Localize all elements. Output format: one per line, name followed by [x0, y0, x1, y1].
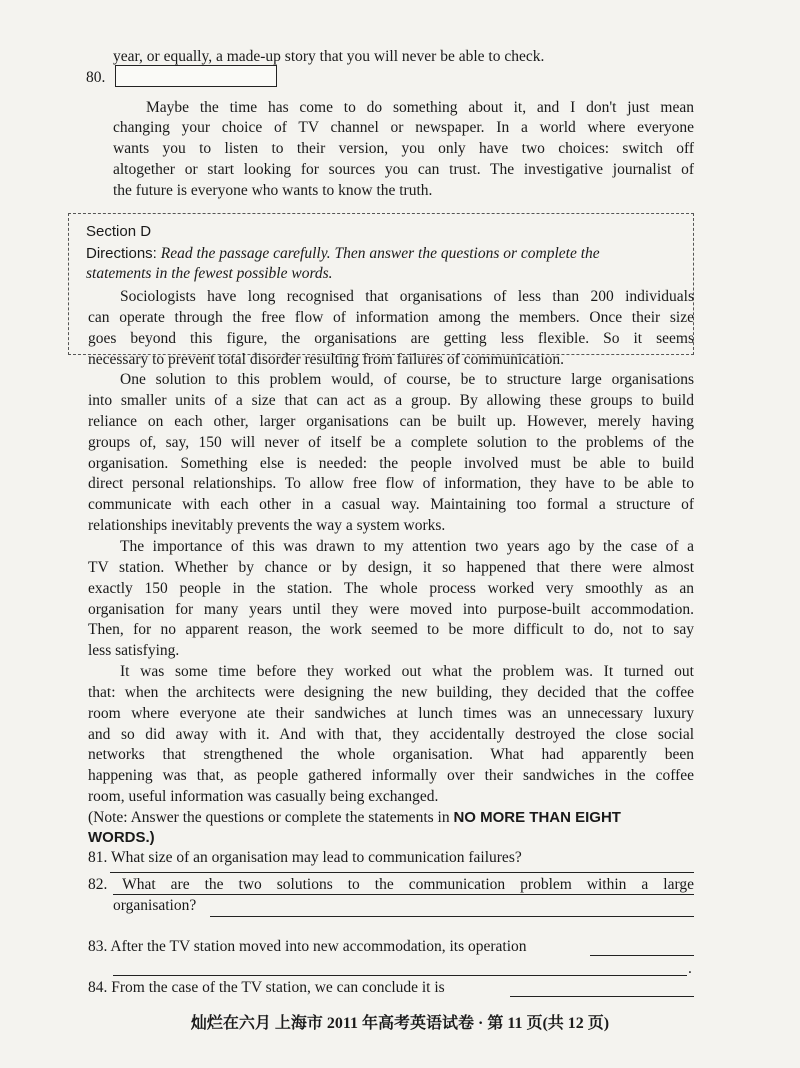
q83-answer-line-1[interactable]	[590, 955, 694, 956]
q83-answer-line-2[interactable]	[113, 975, 687, 976]
passage-line-1: Sociologists have long recognised that organisations of less than 200 individuals	[120, 288, 694, 305]
directions-text-1: Read the passage carefully. Then answer the questions or complete the	[160, 245, 600, 262]
section-d-directions	[86, 244, 600, 264]
passage-line-9: organisation. Something else is needed: the people involved must be able to build	[88, 455, 694, 472]
q84-answer-line[interactable]	[510, 996, 694, 997]
section-d-heading: Section D	[86, 223, 152, 240]
note-prefix: (Note: Answer the questions or complete the statements in	[88, 809, 450, 826]
q80-answer-box[interactable]	[115, 65, 277, 87]
page-footer: 灿烂在六月 上海市 2011 年高考英语试卷 · 第 11 页(共 12 页)	[190, 1015, 610, 1032]
passage-line-22: and so did away with it. And with that, they accidentally destroyed the close social	[88, 726, 694, 743]
passage-line-12: relationships inevitably prevents the way a system works.	[88, 517, 446, 534]
passage-line-5: One solution to this problem would, of course, be to structure large organisations	[120, 371, 694, 388]
passage-line-16: organisation for many years until they were moved into purpose-built accommodation.	[88, 601, 694, 618]
top-fragment: year, or equally, a made-up story that you will never be able to check.	[113, 48, 545, 65]
passage-line-4: necessary to prevent total disorder resulting from failures of communication.	[88, 351, 565, 368]
passage-line-19: It was some time before they worked out what the problem was. It turned out	[120, 663, 694, 680]
passage-line-14: TV station. Whether by chance or by design, it so happened that there were almost	[88, 559, 694, 576]
q80-number: 80.	[86, 69, 106, 86]
directions-label: Directions:	[86, 245, 157, 262]
q82-line-1: 82. What are the two solutions to the communication problem within a large	[88, 876, 694, 893]
passage-line-15: exactly 150 people in the station. The whole process worked very smoothly as an	[88, 580, 694, 597]
passage-line-25: room, useful information was casually being exchanged.	[88, 788, 439, 805]
note-emphasis: NO MORE THAN EIGHT	[453, 809, 621, 826]
passage-line-24: happening was that, as people gathered informally over their sandwiches in the coffee	[88, 767, 694, 784]
passage-line-11: communicate with each other in a casual way. Maintaining too formal a structure of	[88, 496, 694, 513]
passage-line-10: direct personal relationships. To allow free flow of information, they have to be able to	[88, 475, 694, 492]
passage-line-17: Then, for no apparent reason, the work seemed to be more difficult to do, not to say	[88, 621, 694, 638]
q82-answer-line-1[interactable]	[113, 894, 694, 895]
q80-line-5: the future is everyone who wants to know the truth.	[113, 182, 433, 199]
passage-line-2: can operate through the free flow of information among the members. Once their size	[88, 309, 694, 326]
q82-line-2: organisation?	[113, 897, 197, 914]
q81-answer-line[interactable]	[110, 872, 694, 873]
directions-text-2: statements in the fewest possible words.	[86, 265, 333, 282]
passage-line-8: groups of, say, 150 will never of itself be a complete solution to the problems of the	[88, 434, 694, 451]
q83-line-1: 83. After the TV station moved into new accommodation, its operation	[88, 938, 527, 955]
q80-line-1: Maybe the time has come to do something about it, and I don't just mean	[146, 99, 694, 116]
q82-answer-line-2[interactable]	[210, 916, 694, 917]
passage-line-13: The importance of this was drawn to my attention two years ago by the case of a	[120, 538, 694, 555]
note-line-2: WORDS.)	[88, 829, 155, 846]
q80-line-2: changing your choice of TV channel or newspaper. In a world where everyone	[113, 119, 694, 136]
passage-line-23: networks that strengthened the whole organisation. What had apparently been	[88, 746, 694, 763]
passage-line-6: into smaller units of a size that can act as a group. By allowing these groups to build	[88, 392, 694, 409]
passage-line-18: less satisfying.	[88, 642, 180, 659]
q80-line-4: altogether or start looking for sources you can trust. The investigative journalist of	[113, 161, 694, 178]
q80-line-3: wants you to listen to their version, you only have two choices: switch off	[113, 140, 694, 157]
passage-line-3: goes beyond this figure, the organisations are getting less flexible. So it seems	[88, 330, 694, 347]
q81-text: 81. What size of an organisation may lead to communication failures?	[88, 849, 522, 866]
passage-line-7: reliance on each other, larger organisations can be built up. However, merely having	[88, 413, 694, 430]
passage-line-21: room where everyone ate their sandwiches at lunch times was an unnecessary luxury	[88, 705, 694, 722]
passage-line-20: that: when the architects were designing the new building, they decided that the coffee	[88, 684, 694, 701]
note-line-1	[88, 808, 621, 828]
q84-line-1: 84. From the case of the TV station, we can conclude it is	[88, 979, 445, 996]
q83-end: .	[688, 960, 692, 977]
